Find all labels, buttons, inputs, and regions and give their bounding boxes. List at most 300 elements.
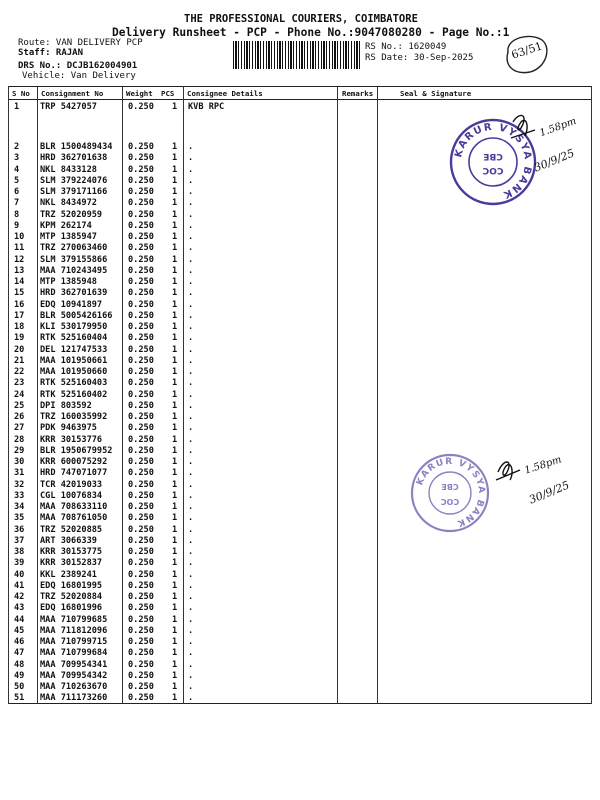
cell-details: .: [188, 524, 194, 535]
cell-details: .: [188, 457, 194, 467]
cell-details: .: [188, 547, 194, 557]
cell-consignment: TRZ 270063460: [40, 243, 108, 254]
cell-sno: 46: [14, 637, 25, 647]
table-row: [0, 615, 600, 626]
cell-sno: 11: [14, 243, 25, 254]
cell-pcs: 1: [172, 412, 178, 422]
cell-pcs: 1: [172, 164, 178, 175]
cell-details: .: [188, 299, 194, 310]
cell-consignment: HRD 362701638: [40, 153, 108, 164]
cell-pcs: 1: [172, 175, 178, 186]
table-row: [0, 221, 600, 232]
table-row: [0, 547, 600, 558]
table-row: [0, 637, 600, 648]
cell-pcs: 1: [172, 355, 178, 366]
cell-pcs: 1: [172, 693, 178, 704]
cell-consignment: MAA 708761050: [40, 513, 108, 524]
cell-details: .: [188, 625, 194, 636]
cell-pcs: 1: [172, 502, 178, 512]
cell-weight: 0.250: [128, 220, 154, 231]
cell-weight: 0.250: [128, 102, 154, 112]
cell-sno: 25: [14, 400, 25, 411]
cell-pcs: 1: [172, 220, 178, 231]
cell-consignment: TCR 42019033: [40, 479, 103, 490]
cell-sno: 16: [14, 299, 25, 310]
cell-consignment: MAA 710243495: [40, 265, 108, 276]
cell-consignment: TRZ 52020959: [40, 209, 103, 220]
cell-sno: 8: [14, 209, 20, 220]
cell-weight: 0.250: [128, 310, 154, 321]
cell-pcs: 1: [172, 547, 178, 557]
cell-details: .: [188, 670, 194, 681]
table-row: [0, 525, 600, 536]
cell-sno: 7: [14, 198, 20, 209]
cell-sno: 12: [14, 254, 25, 265]
cell-consignment: HRD 362701639: [40, 288, 108, 299]
cell-details: .: [188, 445, 194, 456]
cell-sno: 22: [14, 367, 25, 377]
cell-details: .: [188, 220, 194, 231]
cell-weight: 0.250: [128, 670, 154, 681]
cell-sno: 49: [14, 670, 25, 681]
cell-details: .: [188, 153, 194, 164]
table-row: [0, 378, 600, 389]
cell-pcs: 1: [172, 682, 178, 692]
cell-details: .: [188, 232, 194, 242]
table-row: [0, 660, 600, 671]
cell-weight: 0.250: [128, 558, 154, 569]
cell-consignment: SLM 379155866: [40, 254, 108, 265]
cell-weight: 0.250: [128, 659, 154, 670]
cell-sno: 2: [14, 142, 20, 152]
cell-consignment: BLR 5005426166: [40, 310, 113, 321]
bank-stamp: [410, 453, 490, 533]
cell-weight: 0.250: [128, 502, 154, 512]
cell-pcs: 1: [172, 333, 178, 344]
cell-sno: 29: [14, 445, 25, 456]
cell-details: .: [188, 344, 194, 355]
col-header-sign: Seal & Signature: [400, 89, 472, 98]
table-row: [0, 693, 600, 704]
cell-weight: 0.250: [128, 423, 154, 434]
cell-weight: 0.250: [128, 580, 154, 591]
cell-pcs: 1: [172, 580, 178, 591]
table-row: [0, 255, 600, 266]
cell-details: .: [188, 434, 194, 445]
cell-details: .: [188, 412, 194, 422]
cell-sno: 45: [14, 625, 25, 636]
cell-sno: 50: [14, 682, 25, 692]
cell-consignment: MAA 101950660: [40, 367, 108, 377]
cell-weight: 0.250: [128, 153, 154, 164]
cell-sno: 26: [14, 412, 25, 422]
cell-details: .: [188, 682, 194, 692]
cell-consignment: KKL 2389241: [40, 569, 97, 580]
table-row: [0, 401, 600, 412]
table-row: [0, 536, 600, 547]
cell-weight: 0.250: [128, 513, 154, 524]
table-row: [0, 412, 600, 423]
cell-pcs: 1: [172, 378, 178, 389]
vehicle-label: Vehicle: Van Delivery: [22, 71, 136, 81]
cell-details: .: [188, 198, 194, 209]
cell-pcs: 1: [172, 198, 178, 209]
cell-consignment: DEL 121747533: [40, 344, 108, 355]
cell-pcs: 1: [172, 637, 178, 647]
cell-pcs: 1: [172, 603, 178, 614]
cell-consignment: DPI 803592: [40, 400, 92, 411]
cell-pcs: 1: [172, 102, 178, 112]
table-row: [0, 592, 600, 603]
route-label: Route: VAN DELIVERY PCP: [18, 38, 143, 48]
cell-consignment: RTK 525160403: [40, 378, 108, 389]
company-title: THE PROFESSIONAL COURIERS, COIMBATORE: [184, 13, 418, 25]
cell-sno: 48: [14, 659, 25, 670]
cell-pcs: 1: [172, 277, 178, 287]
cell-pcs: 1: [172, 153, 178, 164]
cell-weight: 0.250: [128, 344, 154, 355]
table-row: [0, 243, 600, 254]
cell-sno: 33: [14, 490, 25, 501]
cell-consignment: TRZ 160035992: [40, 412, 108, 422]
cell-weight: 0.250: [128, 187, 154, 197]
table-row: [0, 356, 600, 367]
table-row: [0, 266, 600, 277]
drs-label: DRS No.: DCJB162004901: [18, 61, 138, 71]
cell-sno: 28: [14, 434, 25, 445]
cell-consignment: KRR 30152837: [40, 558, 103, 569]
cell-weight: 0.250: [128, 164, 154, 175]
cell-sno: 13: [14, 265, 25, 276]
cell-sno: 44: [14, 614, 25, 625]
cell-pcs: 1: [172, 670, 178, 681]
signature-time: 1.58pm: [538, 115, 578, 140]
cell-sno: 47: [14, 648, 25, 659]
cell-weight: 0.250: [128, 625, 154, 636]
cell-pcs: 1: [172, 592, 178, 602]
barcode: [233, 41, 361, 69]
rs-no-label: RS No.: 1620049: [365, 42, 447, 52]
cell-consignment: MTP 1385947: [40, 232, 97, 242]
cell-weight: 0.250: [128, 592, 154, 602]
table-header-border: [8, 99, 592, 100]
cell-details: .: [188, 277, 194, 287]
cell-pcs: 1: [172, 434, 178, 445]
cell-sno: 19: [14, 333, 25, 344]
cell-weight: 0.250: [128, 468, 154, 479]
cell-details: .: [188, 423, 194, 434]
cell-weight: 0.250: [128, 198, 154, 209]
cell-pcs: 1: [172, 479, 178, 490]
cell-sno: 21: [14, 355, 25, 366]
col-header-sno: S No: [12, 89, 30, 98]
cell-details: .: [188, 479, 194, 490]
cell-weight: 0.250: [128, 322, 154, 332]
cell-pcs: 1: [172, 400, 178, 411]
cell-weight: 0.250: [128, 232, 154, 242]
stamp-ring-icon: [410, 453, 490, 533]
table-row: [0, 570, 600, 581]
cell-details: .: [188, 648, 194, 659]
cell-weight: 0.250: [128, 265, 154, 276]
table-row: [0, 682, 600, 693]
table-row: [0, 288, 600, 299]
cell-sno: 5: [14, 175, 20, 186]
cell-weight: 0.250: [128, 614, 154, 625]
cell-weight: 0.250: [128, 209, 154, 220]
cell-sno: 23: [14, 378, 25, 389]
cell-details: .: [188, 502, 194, 512]
cell-pcs: 1: [172, 288, 178, 299]
cell-sno: 17: [14, 310, 25, 321]
cell-details: .: [188, 265, 194, 276]
cell-details: .: [188, 614, 194, 625]
cell-pcs: 1: [172, 648, 178, 659]
cell-sno: 1: [14, 102, 20, 112]
cell-sno: 9: [14, 220, 20, 231]
cell-weight: 0.250: [128, 175, 154, 186]
cell-weight: 0.250: [128, 254, 154, 265]
cell-consignment: KRR 600075292: [40, 457, 108, 467]
cell-sno: 4: [14, 164, 20, 175]
cell-consignment: ART 3066339: [40, 535, 97, 546]
cell-consignment: NKL 8433128: [40, 164, 97, 175]
cell-sno: 39: [14, 558, 25, 569]
cell-sno: 14: [14, 277, 25, 287]
cell-consignment: BLR 1950679952: [40, 445, 113, 456]
cell-consignment: SLM 379224076: [40, 175, 108, 186]
cell-sno: 35: [14, 513, 25, 524]
cell-weight: 0.250: [128, 243, 154, 254]
cell-details: .: [188, 175, 194, 186]
cell-pcs: 1: [172, 209, 178, 220]
svg-text:COC: COC: [482, 165, 504, 175]
cell-consignment: RTK 525160402: [40, 389, 108, 400]
cell-details: .: [188, 535, 194, 546]
col-header-consignment: Consignment No: [41, 89, 104, 98]
cell-consignment: KRR 30153775: [40, 547, 103, 557]
cell-details: .: [188, 142, 194, 152]
table-row: [0, 671, 600, 682]
cell-details: .: [188, 569, 194, 580]
table-row: [0, 390, 600, 401]
rs-date-label: RS Date: 30-Sep-2025: [365, 53, 474, 63]
page-note-text: 63/51: [509, 39, 544, 62]
cell-details: .: [188, 355, 194, 366]
cell-consignment: MAA 101950661: [40, 355, 108, 366]
cell-pcs: 1: [172, 535, 178, 546]
cell-pcs: 1: [172, 322, 178, 332]
cell-details: .: [188, 558, 194, 569]
cell-pcs: 1: [172, 625, 178, 636]
cell-sno: 15: [14, 288, 25, 299]
table-row: [0, 626, 600, 637]
cell-weight: 0.250: [128, 412, 154, 422]
cell-details: .: [188, 288, 194, 299]
cell-sno: 37: [14, 535, 25, 546]
cell-consignment: PDK 9463975: [40, 423, 97, 434]
cell-weight: 0.250: [128, 400, 154, 411]
cell-sno: 24: [14, 389, 25, 400]
cell-details: .: [188, 164, 194, 175]
table-row: [0, 210, 600, 221]
cell-weight: 0.250: [128, 299, 154, 310]
cell-consignment: TRP 5427057: [40, 102, 97, 112]
cell-sno: 10: [14, 232, 25, 242]
cell-sno: 34: [14, 502, 25, 512]
cell-consignment: NKL 8434972: [40, 198, 97, 209]
cell-details: .: [188, 580, 194, 591]
cell-weight: 0.250: [128, 693, 154, 704]
cell-sno: 18: [14, 322, 25, 332]
cell-pcs: 1: [172, 187, 178, 197]
cell-consignment: RTK 525160404: [40, 333, 108, 344]
svg-text:KARUR VYSYA BANK: KARUR VYSYA BANK: [415, 456, 487, 529]
table-top-border: [8, 86, 592, 87]
runsheet-title: Delivery Runsheet - PCP - Phone No.:9047080280 - Page No.:1: [112, 26, 510, 39]
col-header-details: Consignee Details: [187, 89, 263, 98]
cell-pcs: 1: [172, 468, 178, 479]
cell-consignment: MAA 710799715: [40, 637, 108, 647]
cell-weight: 0.250: [128, 355, 154, 366]
cell-details: .: [188, 693, 194, 704]
cell-weight: 0.250: [128, 142, 154, 152]
cell-weight: 0.250: [128, 637, 154, 647]
cell-sno: 3: [14, 153, 20, 164]
table-row: [0, 423, 600, 434]
cell-weight: 0.250: [128, 547, 154, 557]
cell-consignment: TRZ 52020885: [40, 524, 103, 535]
cell-weight: 0.250: [128, 603, 154, 614]
table-row: [0, 581, 600, 592]
cell-pcs: 1: [172, 445, 178, 456]
cell-consignment: MAA 711173260: [40, 693, 108, 704]
cell-details: .: [188, 468, 194, 479]
signature-scribble-icon: [505, 108, 590, 188]
cell-details: .: [188, 659, 194, 670]
table-row: [0, 322, 600, 333]
cell-pcs: 1: [172, 232, 178, 242]
cell-pcs: 1: [172, 142, 178, 152]
cell-details: .: [188, 187, 194, 197]
col-header-pcs: PCS: [161, 89, 175, 98]
signature: [492, 446, 587, 526]
cell-details: .: [188, 310, 194, 321]
cell-weight: 0.250: [128, 569, 154, 580]
table-row: [0, 232, 600, 243]
cell-consignment: MAA 711812096: [40, 625, 108, 636]
cell-weight: 0.250: [128, 682, 154, 692]
cell-weight: 0.250: [128, 479, 154, 490]
svg-text:CBE: CBE: [441, 482, 459, 491]
table-row: [0, 300, 600, 311]
table-row: [0, 648, 600, 659]
cell-pcs: 1: [172, 243, 178, 254]
cell-weight: 0.250: [128, 434, 154, 445]
cell-weight: 0.250: [128, 490, 154, 501]
cell-weight: 0.250: [128, 378, 154, 389]
cell-details: .: [188, 209, 194, 220]
cell-consignment: TRZ 52020884: [40, 592, 103, 602]
cell-pcs: 1: [172, 310, 178, 321]
cell-consignment: EDQ 16801996: [40, 603, 103, 614]
cell-sno: 43: [14, 603, 25, 614]
cell-consignment: MAA 710799685: [40, 614, 108, 625]
cell-sno: 42: [14, 592, 25, 602]
cell-weight: 0.250: [128, 288, 154, 299]
cell-consignment: EDQ 10941897: [40, 299, 103, 310]
table-row: [0, 277, 600, 288]
cell-details: .: [188, 637, 194, 647]
table-row: [0, 311, 600, 322]
cell-details: .: [188, 333, 194, 344]
cell-consignment: KRR 30153776: [40, 434, 103, 445]
cell-sno: 36: [14, 524, 25, 535]
cell-details: KVB RPC: [188, 102, 225, 112]
cell-details: .: [188, 400, 194, 411]
cell-sno: 51: [14, 693, 25, 704]
cell-sno: 6: [14, 187, 20, 197]
cell-details: .: [188, 254, 194, 265]
cell-consignment: MAA 710263670: [40, 682, 108, 692]
cell-pcs: 1: [172, 457, 178, 467]
cell-weight: 0.250: [128, 524, 154, 535]
cell-pcs: 1: [172, 524, 178, 535]
cell-sno: 41: [14, 580, 25, 591]
cell-weight: 0.250: [128, 445, 154, 456]
table-row: [0, 435, 600, 446]
cell-pcs: 1: [172, 569, 178, 580]
cell-consignment: EDQ 16801995: [40, 580, 103, 591]
cell-details: .: [188, 490, 194, 501]
signature: [505, 108, 590, 188]
cell-pcs: 1: [172, 513, 178, 524]
cell-weight: 0.250: [128, 389, 154, 400]
cell-weight: 0.250: [128, 367, 154, 377]
handwritten-page-note: [500, 30, 552, 78]
cell-pcs: 1: [172, 389, 178, 400]
cell-weight: 0.250: [128, 457, 154, 467]
cell-consignment: KPM 262174: [40, 220, 92, 231]
cell-consignment: HRD 747071077: [40, 468, 108, 479]
cell-details: .: [188, 603, 194, 614]
signature-date: 30/9/25: [532, 146, 577, 175]
cell-details: .: [188, 367, 194, 377]
cell-consignment: KLI 530179950: [40, 322, 108, 332]
col-header-remarks: Remarks: [342, 89, 374, 98]
cell-sno: 40: [14, 569, 25, 580]
cell-consignment: MAA 709954342: [40, 670, 108, 681]
table-row: [0, 603, 600, 614]
table-row: [0, 367, 600, 378]
cell-details: .: [188, 513, 194, 524]
signature-scribble-icon: [492, 446, 587, 526]
cell-sno: 30: [14, 457, 25, 467]
cell-sno: 31: [14, 468, 25, 479]
cell-pcs: 1: [172, 344, 178, 355]
cell-details: .: [188, 322, 194, 332]
cell-pcs: 1: [172, 299, 178, 310]
cell-consignment: MAA 710799684: [40, 648, 108, 659]
cell-pcs: 1: [172, 614, 178, 625]
cell-consignment: MAA 709954341: [40, 659, 108, 670]
signature-time: 1.58pm: [523, 454, 563, 477]
cell-weight: 0.250: [128, 333, 154, 344]
svg-text:CBE: CBE: [483, 151, 503, 161]
cell-details: .: [188, 243, 194, 254]
table-row: [0, 558, 600, 569]
cell-pcs: 1: [172, 490, 178, 501]
